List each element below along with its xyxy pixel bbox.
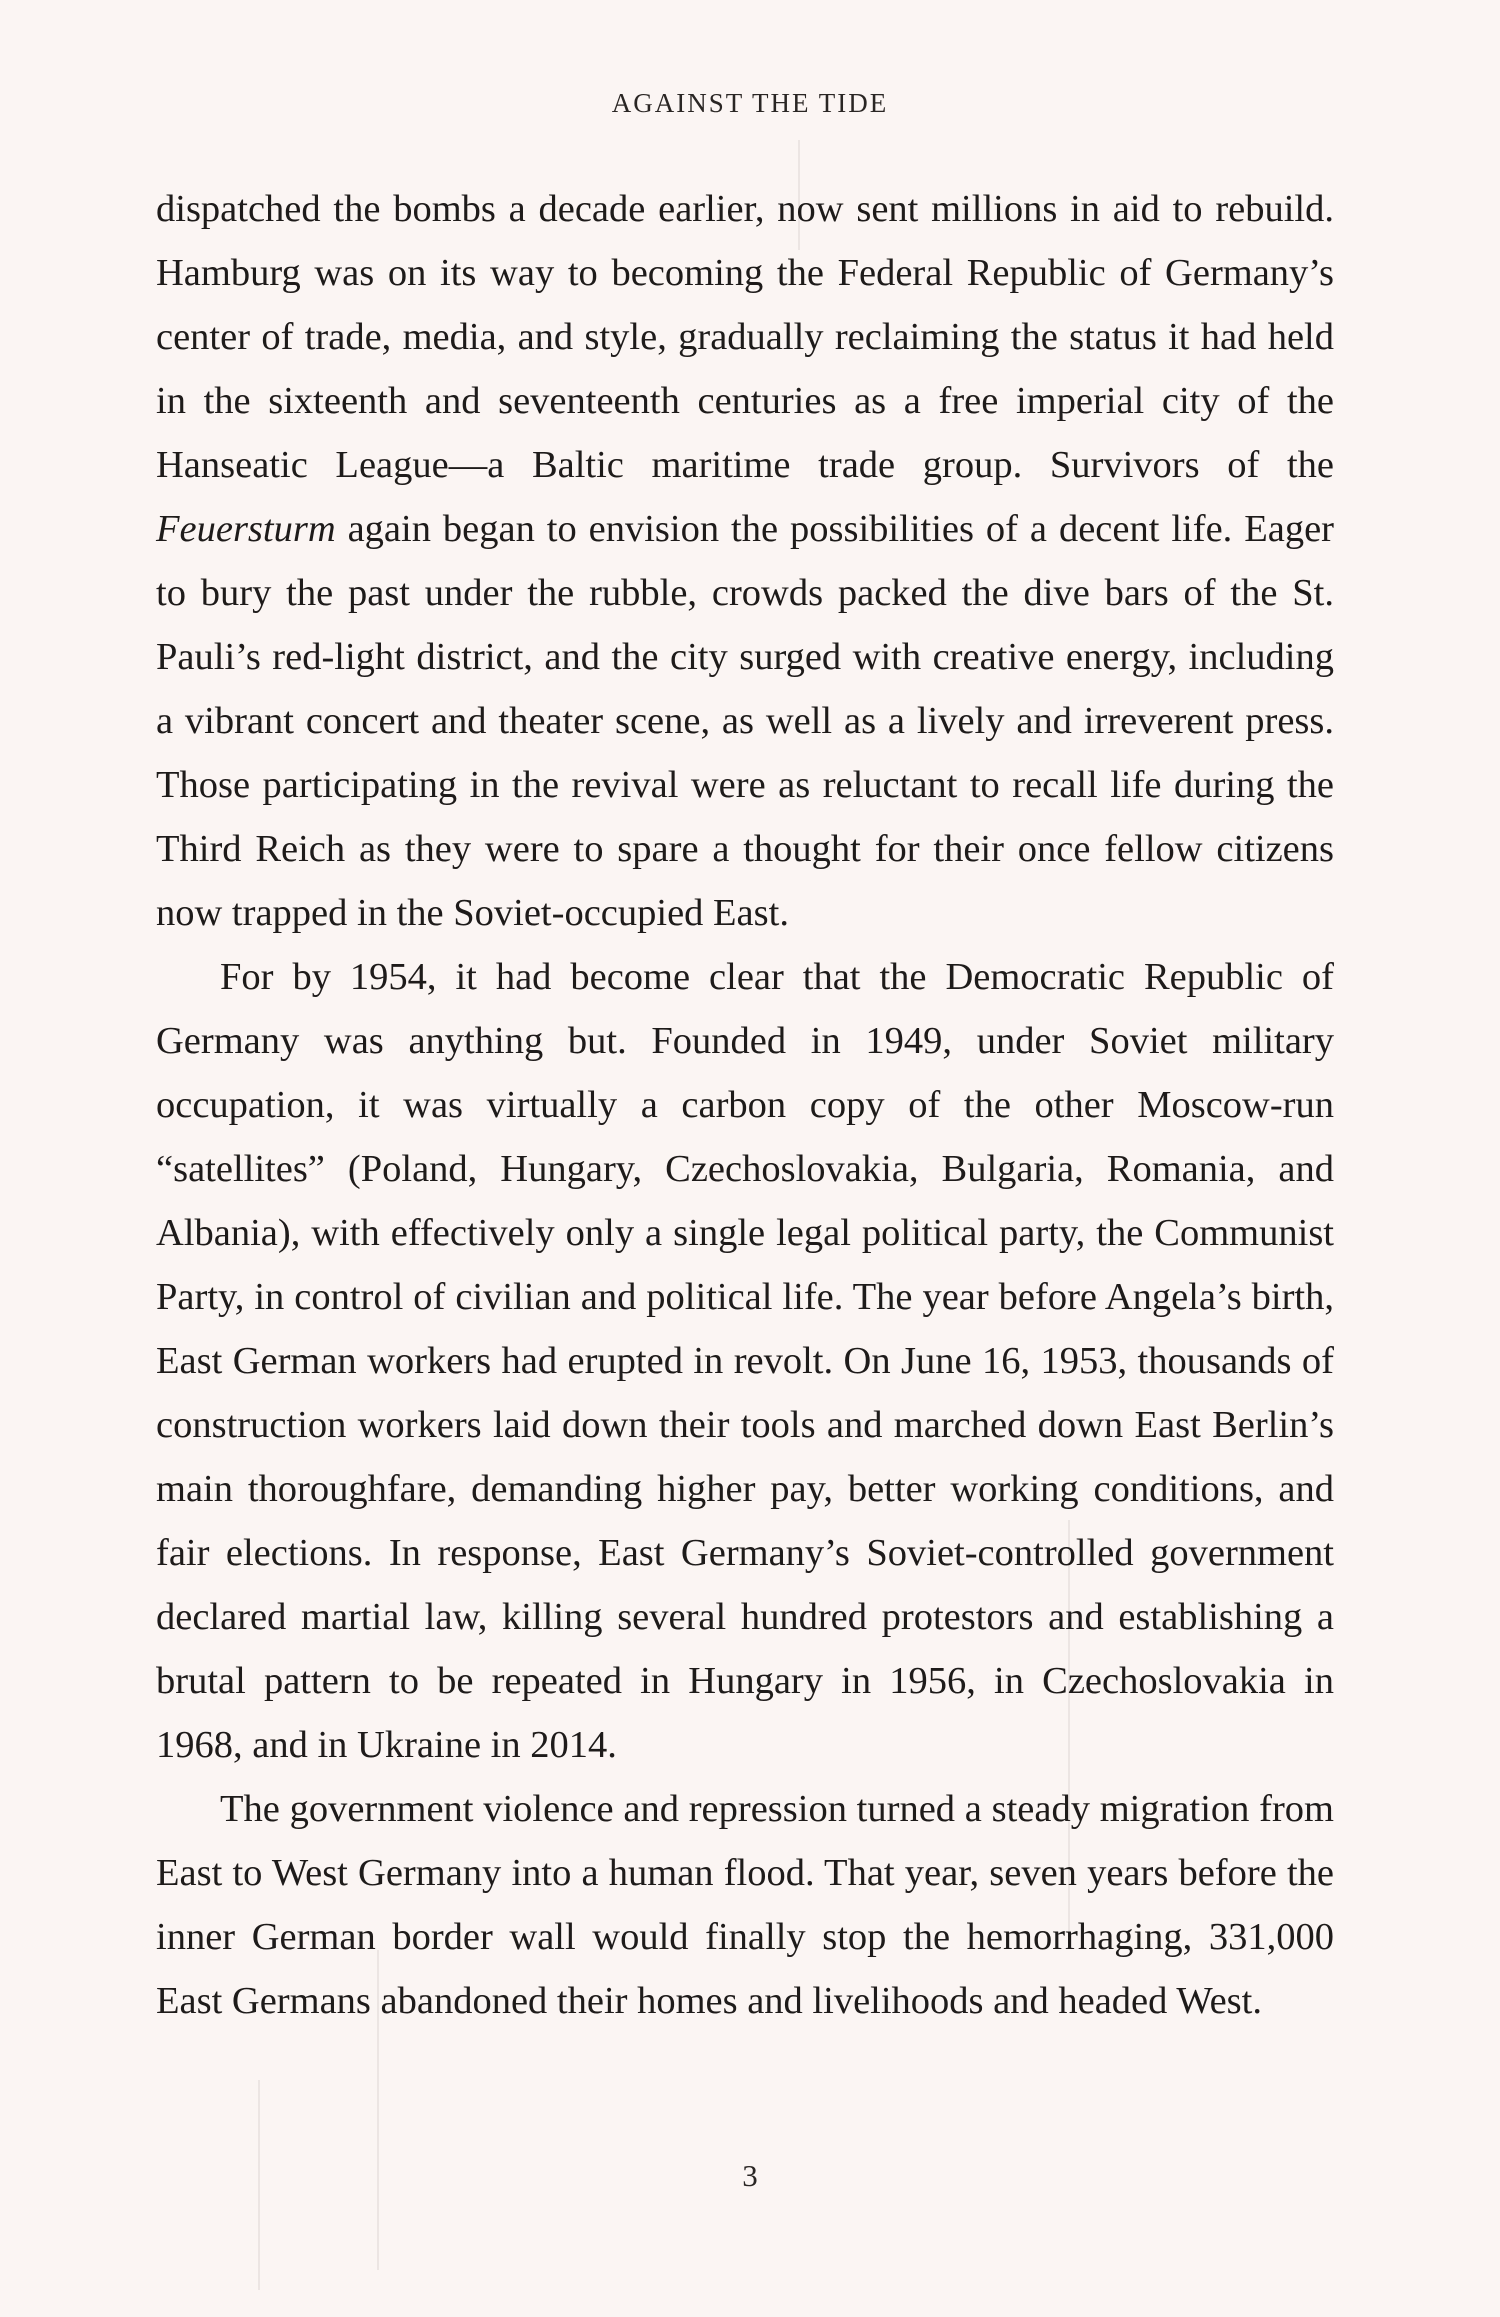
paragraph-1-after: again began to envision the possibilities of a decent life. Eager to bury the past under the rubble, crowds packed the dive bars of the St. Pauli’s red-light district, and the city surged with creative energy, including a vibrant concert and theater scene, as well as a lively and irreverent press. Those participating in the revival were as reluctant to recall life during the Third Reich as they were to spare a thought for their once fellow citizens now trapped in the Soviet-occupied East.: [156, 508, 1334, 934]
page-number: 3: [742, 2158, 758, 2193]
paragraph-1: [156, 177, 1334, 945]
body-text: [156, 177, 1334, 2033]
paragraph-3: The government violence and repression turned a steady migration from East to West Germany into a human flood. That year, seven years before the inner German border wall would finally stop the hemorrhaging, 331,000 East Germans abandoned their homes and livelihoods and headed West.: [156, 1788, 1334, 2022]
paragraph-1-before: dispatched the bombs a decade earlier, now sent millions in aid to rebuild. Hamburg was on its way to becoming the Federal Republic of Germany’s center of trade, media, and style, gradually reclaiming the status it had held in the sixteenth and seventeenth centuries as a free imperial city of the Hanseatic League—a Baltic maritime trade group. Survivors of the: [156, 188, 1334, 486]
paragraph-2: For by 1954, it had become clear that the Democratic Republic of Germany was anything but. Founded in 1949, under Soviet military occupation, it was virtually a carbon copy of the other Moscow-run “satellites” (Poland, Hungary, Czechoslovakia, Bulgaria, Romania, and Albania), with effectively only a single legal political party, the Communist Party, in control of civilian and political life. The year before Angela’s birth, East German workers had erupted in revolt. On June 16, 1953, thousands of construction workers laid down their tools and marched down East Berlin’s main thoroughfare, demanding higher pay, better working conditions, and fair elections. In response, East Germany’s Soviet-controlled government declared martial law, killing several hundred protestors and establishing a brutal pattern to be repeated in Hungary in 1956, in Czechoslovakia in 1968, and in Ukraine in 2014.: [156, 956, 1334, 1766]
running-head: AGAINST THE TIDE: [611, 88, 889, 118]
italic-term: Feuersturm: [156, 508, 336, 550]
